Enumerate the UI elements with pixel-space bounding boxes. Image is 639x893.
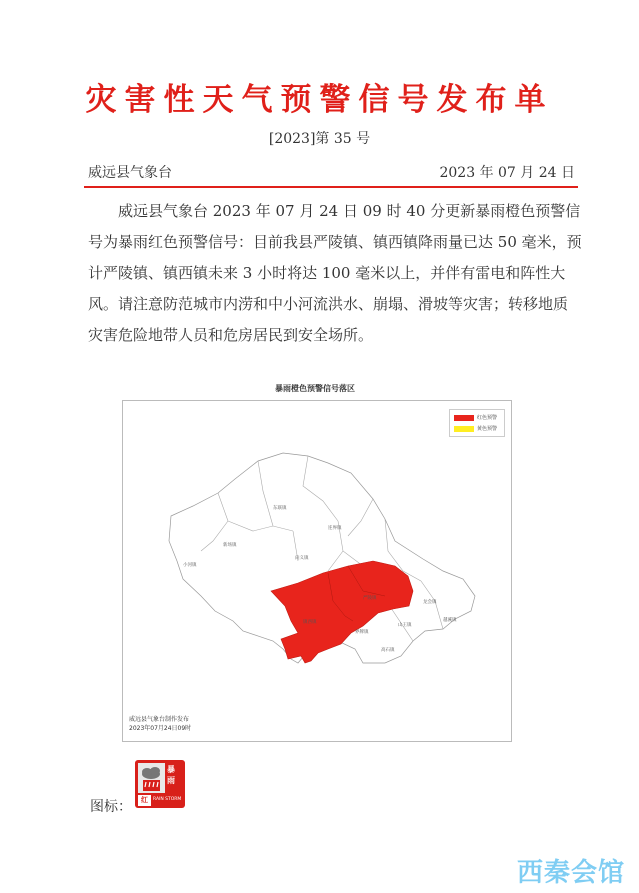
rain-cloud-icon — [138, 763, 165, 793]
town-label: 向义镇 — [295, 556, 309, 561]
warning-area-map — [110, 383, 520, 745]
legend-label-yellow: 黄色预警 — [477, 426, 498, 432]
icon-caption: 图标： — [90, 799, 132, 815]
town-label: 连界镇 — [328, 526, 342, 531]
icon-level: 红 — [138, 795, 151, 806]
county-map-svg — [123, 401, 511, 741]
town-label: 东联镇 — [273, 506, 287, 511]
document-number: [2023]第 35 号 — [268, 131, 371, 147]
warning-body-text: 威远县气象台 2023 年 07 月 24 日 09 时 40 分更新暴雨橙色预警信号为暴雨红色预警信号：目前我县严陵镇、镇西镇降雨量已达 50 毫米，预计严陵镇、镇西镇未来 3 小时将达 100 毫米以上，并伴有雷电和阵性大风。请注意防范城市内涝和中小河流洪水、崩塌、滑坡等灾害；转移地质灾害危险地带人员和危房居民到安全场所。 — [88, 202, 582, 344]
legend-label-red: 红色预警 — [477, 415, 498, 421]
town-label: 龙会镇 — [423, 600, 437, 605]
icon-english: RAIN STORM — [153, 797, 182, 802]
map-frame — [122, 400, 512, 742]
issuer: 威远县气象台 — [88, 165, 172, 181]
town-label: 高石镇 — [381, 648, 395, 653]
watermark: 西秦会馆 — [516, 858, 625, 888]
town-label: 镇西镇 — [303, 620, 317, 625]
town-label: 山王镇 — [398, 623, 412, 628]
map-footer-time: 2023年07月24日09时 — [129, 725, 192, 732]
town-label: 小河镇 — [183, 563, 197, 568]
icon-chars — [167, 764, 175, 786]
town-label: 严陵镇 — [363, 596, 377, 601]
map-footer-issuer: 威远县气象台制作发布 — [129, 716, 190, 723]
town-label: 越溪镇 — [443, 618, 457, 623]
header-divider — [84, 186, 578, 188]
town-label: 界牌镇 — [355, 630, 369, 635]
issue-date: 2023 年 07 月 24 日 — [439, 165, 575, 181]
map-title: 暴雨橙色预警信号落区 — [275, 384, 355, 393]
icon-char-top: 暴 — [167, 765, 175, 774]
icon-char-bottom: 雨 — [167, 776, 175, 785]
town-label: 新场镇 — [223, 543, 237, 548]
rainstorm-red-warning-icon — [135, 760, 185, 808]
document-title: 灾害性天气预警信号发布单 — [85, 82, 554, 118]
